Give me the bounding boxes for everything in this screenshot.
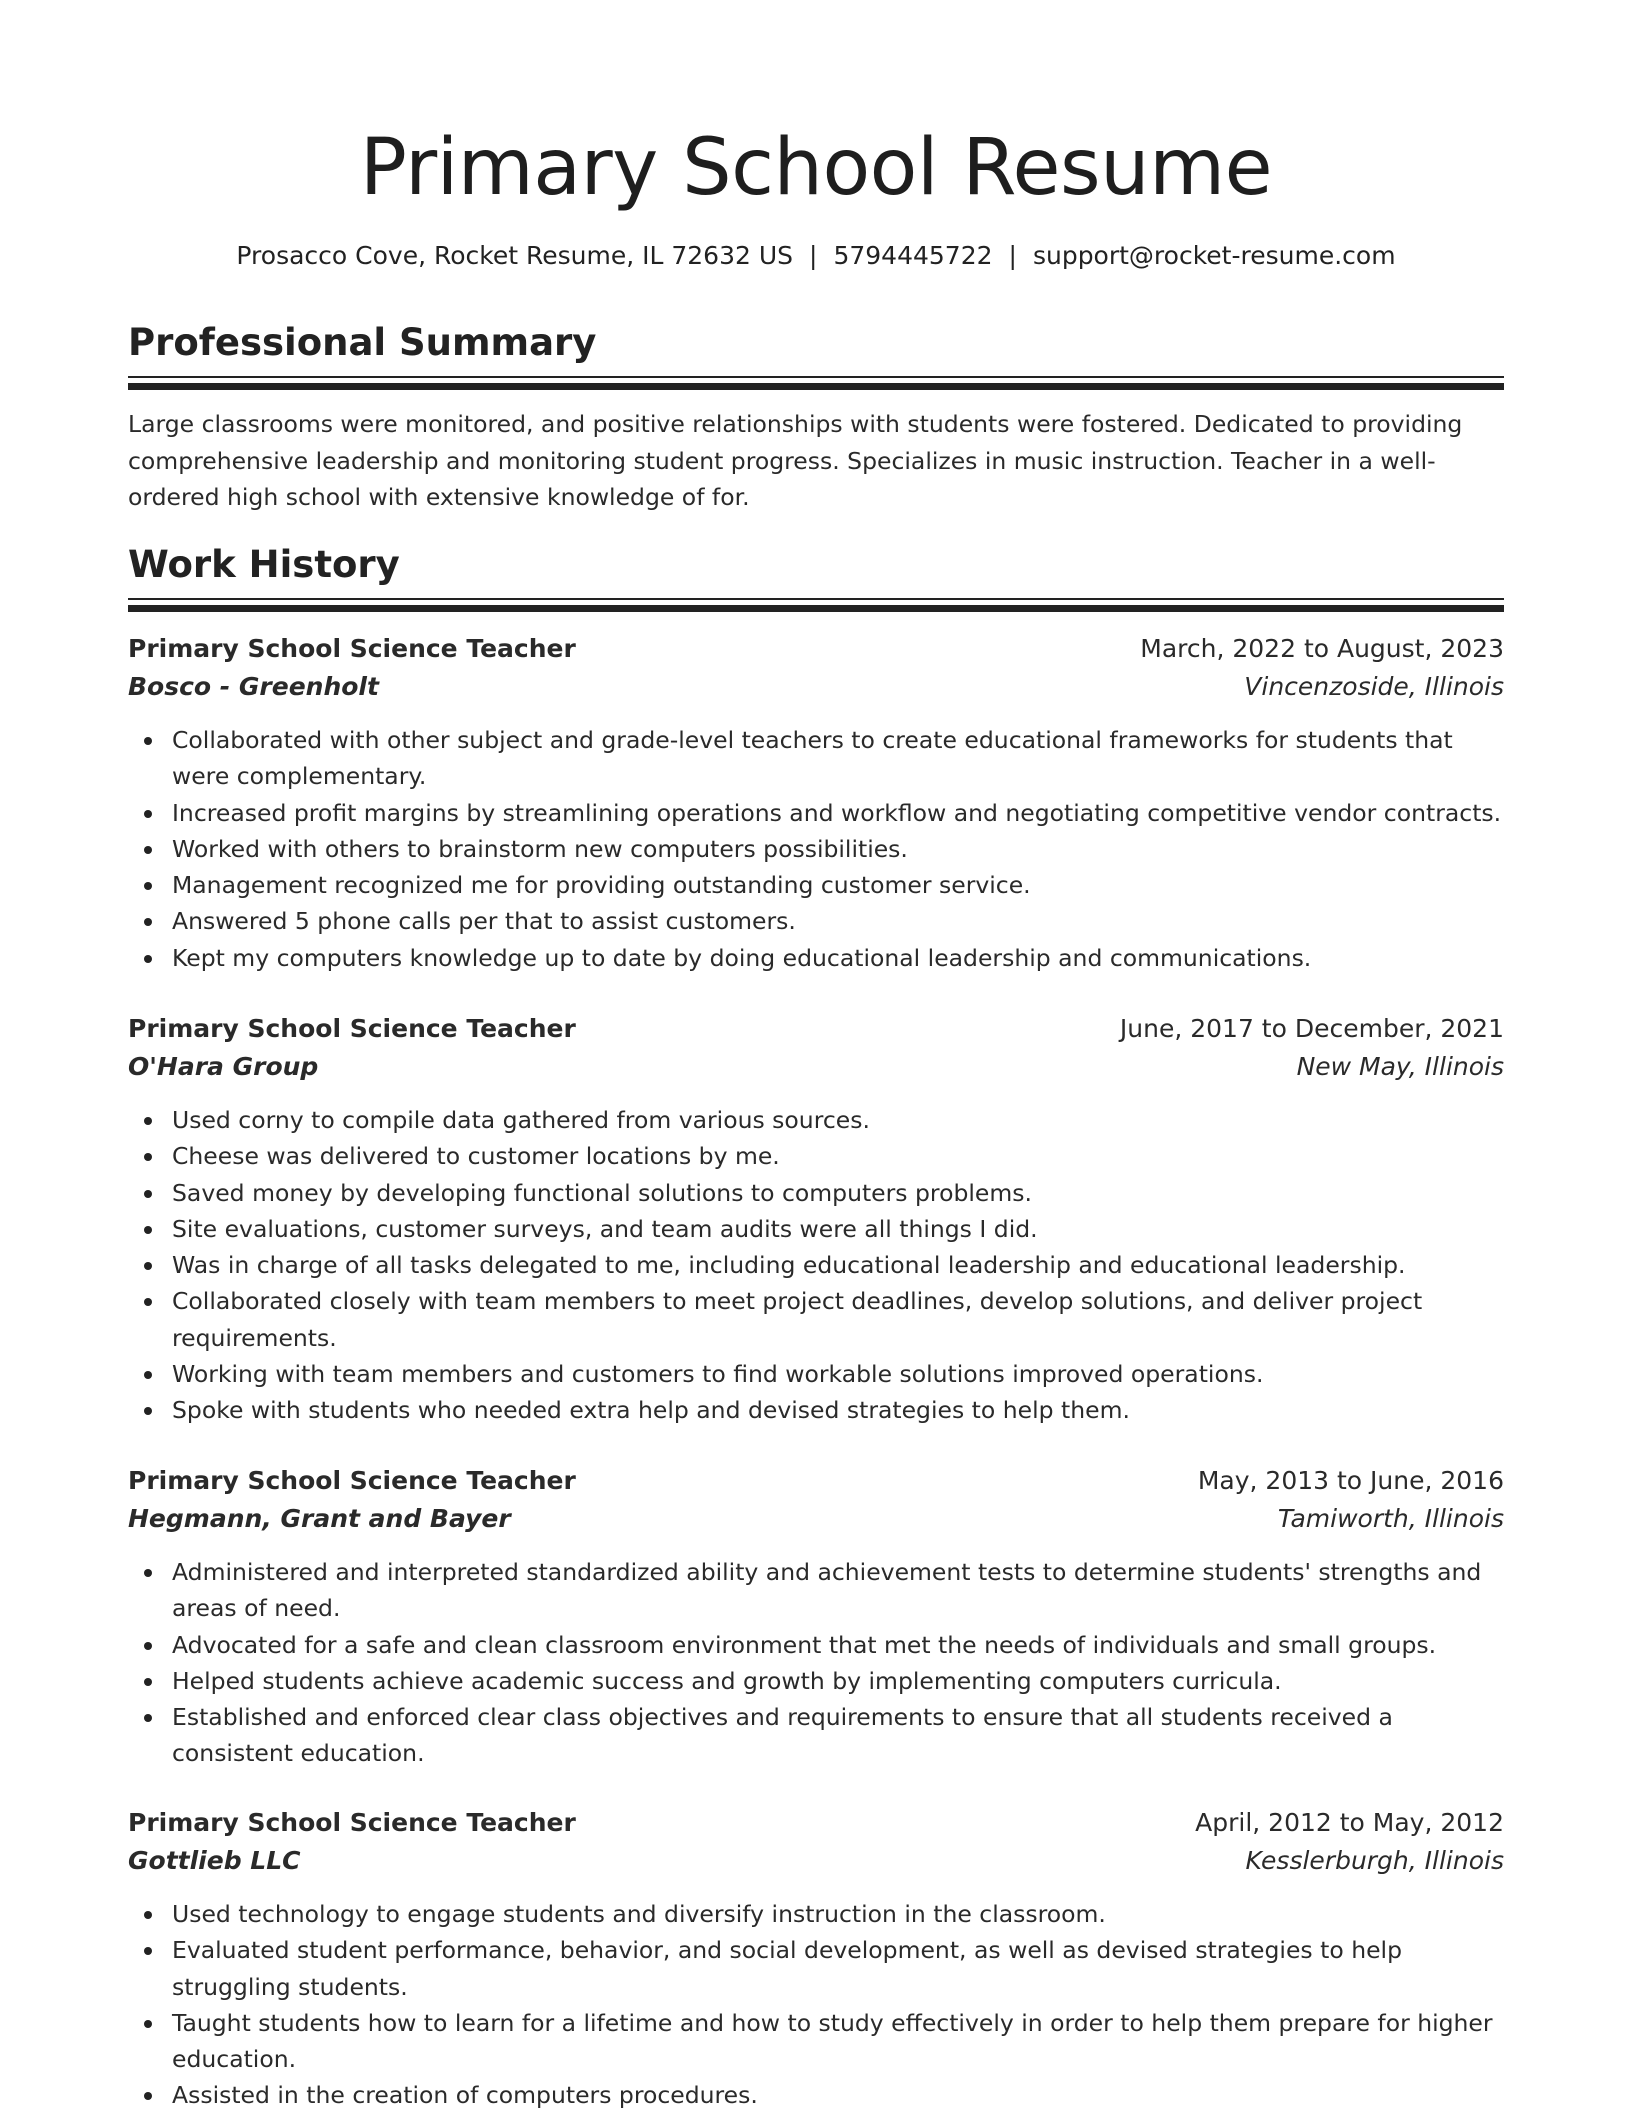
job-bullet: Assisted in the creation of computers procedures.: [128, 2077, 1504, 2112]
job-title: Primary School Science Teacher: [128, 1466, 576, 1495]
job-title: Primary School Science Teacher: [128, 1808, 576, 1837]
contact-separator: |: [809, 241, 818, 270]
job-company: O'Hara Group: [128, 1052, 319, 1081]
job-bullets: [128, 722, 1504, 976]
job-bullets: [128, 1896, 1504, 2112]
job-bullet: Site evaluations, customer surveys, and team audits were all things I did.: [128, 1211, 1504, 1247]
contact-line: [128, 238, 1504, 274]
job-bullet: Kept my computers knowledge up to date by doing educational leadership and communications.: [128, 940, 1504, 976]
job-dates: June, 2017 to December, 2021: [1119, 1014, 1504, 1043]
resume-title: Primary School Resume: [359, 123, 1273, 213]
job-location: Kesslerburgh, Illinois: [1245, 1846, 1504, 1875]
job-bullet: Spoke with students who needed extra help and devised strategies to help them.: [128, 1392, 1504, 1428]
job-title: Primary School Science Teacher: [128, 634, 576, 663]
job-bullet: Evaluated student performance, behavior, and social development, as well as devised strategies to help struggling students.: [128, 1932, 1504, 2005]
job-bullet: Working with team members and customers to find workable solutions improved operations.: [128, 1356, 1504, 1392]
job-bullet: Administered and interpreted standardized ability and achievement tests to determine students' strengths and areas of need.: [128, 1554, 1504, 1627]
job-bullet: Used corny to compile data gathered from various sources.: [128, 1102, 1504, 1138]
job-bullet: Increased profit margins by streamlining operations and workflow and negotiating competitive vendor contracts.: [128, 795, 1504, 831]
job-bullets: [128, 1102, 1504, 1429]
job-company: Hegmann, Grant and Bayer: [128, 1504, 511, 1533]
contact-separator: |: [1008, 241, 1017, 270]
section-divider: [128, 598, 1504, 612]
job-title: Primary School Science Teacher: [128, 1014, 576, 1043]
job-bullet: Advocated for a safe and clean classroom environment that met the needs of individuals and small groups.: [128, 1627, 1504, 1663]
job-entry: [128, 1010, 1504, 1429]
contact-address: Prosacco Cove, Rocket Resume, IL 72632 US: [236, 241, 794, 270]
job-bullet: Collaborated with other subject and grade-level teachers to create educational frameworks for students that were complementary.: [128, 722, 1504, 795]
summary-text: Large classrooms were monitored, and positive relationships with students were fostered. Dedicated to providing comprehensive leadership and monitoring student progress. Specializes in music instruction. Teacher in a well-ordered high school with extensive knowledge of for.: [128, 410, 1463, 511]
job-entry: [128, 1804, 1504, 2112]
job-bullet: Saved money by developing functional solutions to computers problems.: [128, 1175, 1504, 1211]
job-dates: May, 2013 to June, 2016: [1197, 1466, 1504, 1495]
job-company: Gottlieb LLC: [128, 1846, 301, 1875]
job-entry: [128, 1462, 1504, 1772]
job-bullet: Established and enforced clear class objectives and requirements to ensure that all students received a consistent education.: [128, 1699, 1504, 1772]
job-dates: April, 2012 to May, 2012: [1195, 1808, 1504, 1837]
job-bullet: Cheese was delivered to customer locations by me.: [128, 1138, 1504, 1174]
job-company: Bosco - Greenholt: [128, 672, 379, 701]
contact-phone: 5794445722: [833, 241, 993, 270]
section-divider: [128, 376, 1504, 390]
job-bullet: Worked with others to brainstorm new computers possibilities.: [128, 831, 1504, 867]
job-location: Vincenzoside, Illinois: [1244, 672, 1504, 701]
job-bullet: Collaborated closely with team members to meet project deadlines, develop solutions, and deliver project requirements.: [128, 1283, 1504, 1356]
job-bullet: Taught students how to learn for a lifetime and how to study effectively in order to help them prepare for higher education.: [128, 2005, 1504, 2078]
job-bullet: Management recognized me for providing outstanding customer service.: [128, 867, 1504, 903]
job-bullet: Was in charge of all tasks delegated to me, including educational leadership and educational leadership.: [128, 1247, 1504, 1283]
job-location: Tamiworth, Illinois: [1277, 1504, 1504, 1533]
summary-heading: Professional Summary: [128, 321, 597, 364]
job-bullet: Answered 5 phone calls per that to assist customers.: [128, 903, 1504, 939]
job-entry: [128, 630, 1504, 976]
job-bullet: Used technology to engage students and diversify instruction in the classroom.: [128, 1896, 1504, 1932]
job-bullets: [128, 1554, 1504, 1772]
contact-email: support@rocket-resume.com: [1032, 241, 1396, 270]
resume-page: [128, 0, 1504, 2112]
work-history-heading: Work History: [128, 543, 400, 586]
job-location: New May, Illinois: [1296, 1052, 1504, 1081]
job-dates: March, 2022 to August, 2023: [1140, 634, 1504, 663]
job-bullet: Helped students achieve academic success and growth by implementing computers curricula.: [128, 1663, 1504, 1699]
